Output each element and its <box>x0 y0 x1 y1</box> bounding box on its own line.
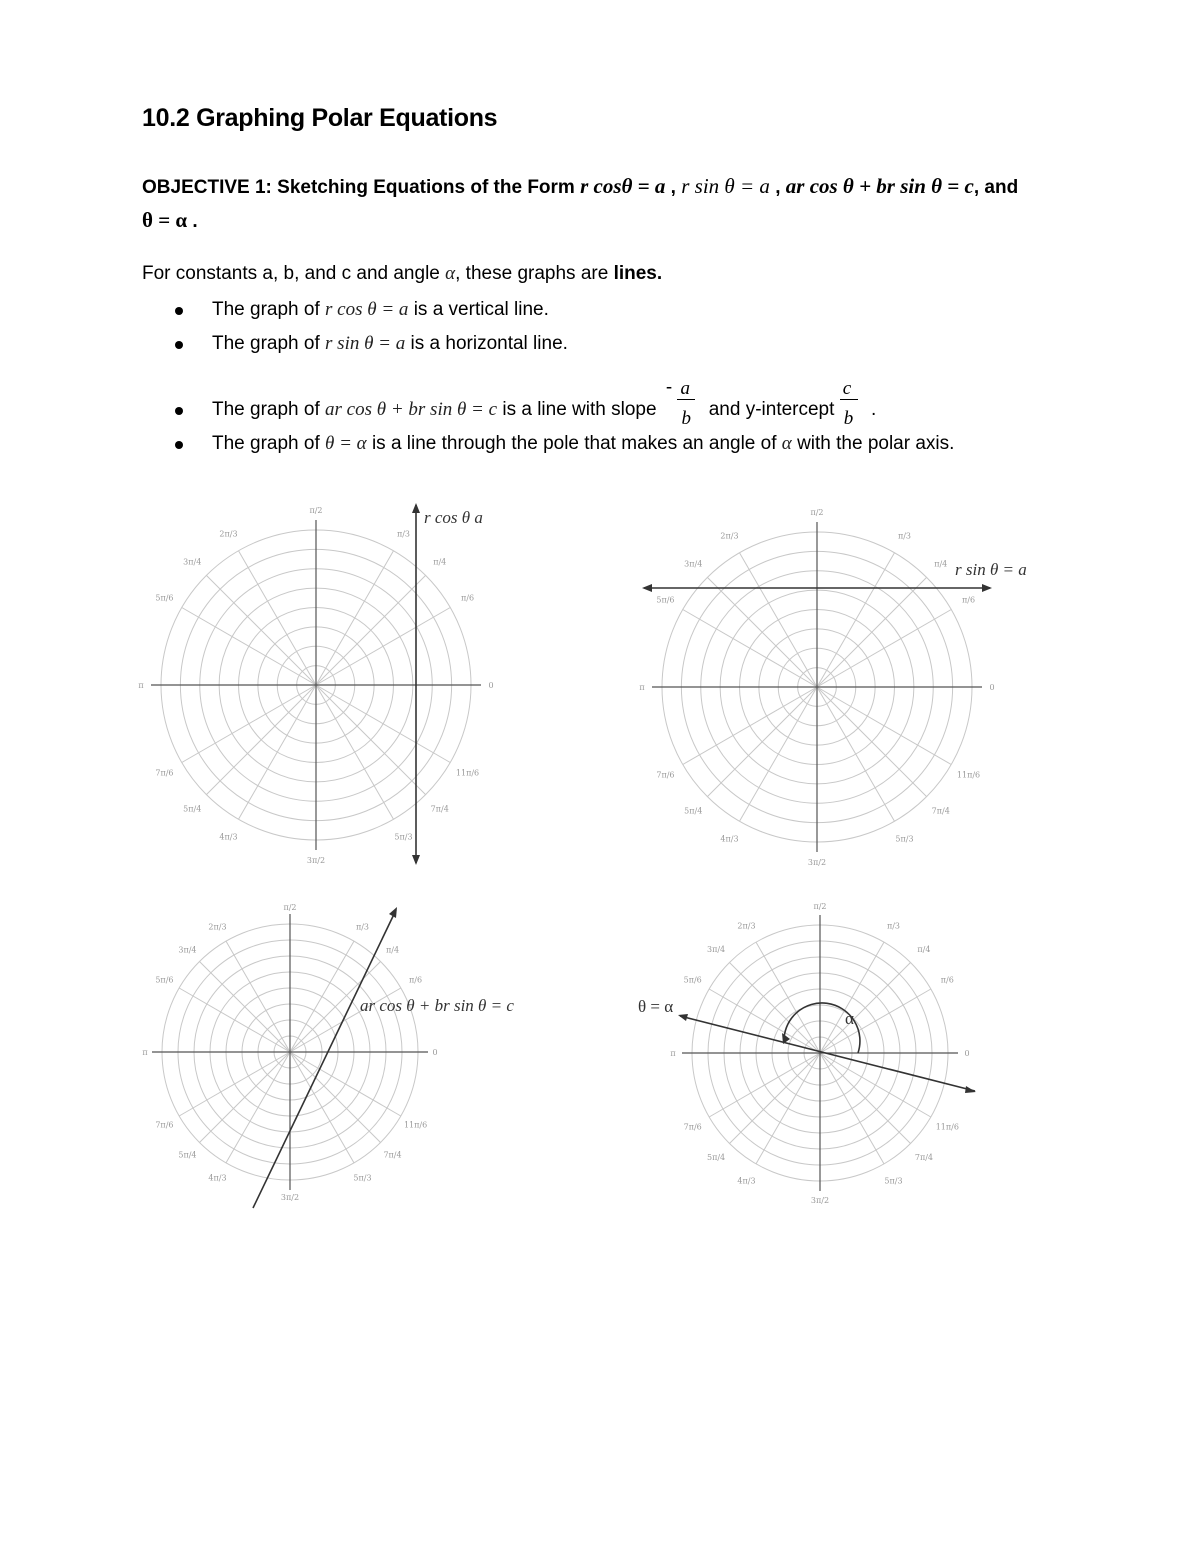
angle-tick-label: π/3 <box>897 531 912 541</box>
angle-tick-label: 5π/4 <box>178 1150 197 1160</box>
angle-tick-label: π/4 <box>934 559 948 569</box>
angle-tick-label: 5π/4 <box>684 806 703 816</box>
grid-ray <box>740 553 818 687</box>
bullet-pre: The graph of <box>212 299 320 320</box>
angle-tick-label: 7π/4 <box>931 806 950 816</box>
intercept-denominator: b <box>843 408 854 429</box>
angle-tick-label: π <box>639 683 645 692</box>
angle-tick-label: 3π/4 <box>706 945 726 955</box>
grid-ray <box>290 1052 401 1116</box>
angle-tick-label: π/4 <box>386 945 400 955</box>
angle-tick-label: 3π/4 <box>183 557 202 567</box>
grid-ray <box>817 610 951 688</box>
angle-tick-label: 3π/4 <box>178 945 197 955</box>
angle-tick-label: 4π/3 <box>208 1173 227 1183</box>
bullet-mid: is a line with slope <box>502 399 657 420</box>
angle-tick-label: 3π/2 <box>810 1196 830 1205</box>
angle-tick-label: 0 <box>989 683 995 692</box>
slope-denominator: b <box>681 408 691 429</box>
angle-tick-label: π/2 <box>309 506 323 515</box>
polar-graph-vertical <box>140 495 500 880</box>
grid-ray <box>182 608 316 686</box>
angle-tick-label: 5π/3 <box>884 1176 903 1186</box>
bullet-post: is a vertical line. <box>413 299 549 320</box>
objective-eq-theta: θ = α <box>142 208 188 232</box>
angle-tick-label: π/2 <box>283 903 297 912</box>
grid-ray <box>316 575 426 685</box>
grid-ray <box>707 577 817 687</box>
angle-tick-label: 11π/6 <box>403 1120 428 1130</box>
bullet-vertical <box>172 296 954 330</box>
grid-ray <box>817 687 927 797</box>
angle-tick-label: π/6 <box>962 595 976 605</box>
grid-ray <box>316 608 450 686</box>
angle-tick-label: 11π/6 <box>935 1122 959 1132</box>
angle-tick-label: 3π/2 <box>306 856 326 865</box>
grid-ray <box>239 685 317 819</box>
bullet-pre: The graph of <box>212 399 320 420</box>
angle-tick-label: 2π/3 <box>720 531 739 541</box>
bullet-post: . <box>870 399 877 420</box>
angle-tick-label: 4π/3 <box>720 834 739 844</box>
angle-tick-label: π/6 <box>461 593 475 603</box>
objective-heading: OBJECTIVE 1: Sketching Equations of the Form r cosθ = a , r sin θ = a , ar cos θ + br sin θ = c, and θ = α . <box>142 174 1019 232</box>
slope-bar <box>677 399 695 400</box>
objective-and: , and <box>973 177 1019 198</box>
angle-tick-label: 7π/6 <box>155 768 174 778</box>
grid-ray <box>820 1053 931 1117</box>
angle-tick-label: 5π/4 <box>183 804 202 814</box>
arrow-left <box>642 584 652 592</box>
arrow-right <box>982 584 992 592</box>
angle-tick-label: π <box>142 1048 148 1057</box>
bullet-eq: ar cos θ + br sin θ = c <box>325 399 498 420</box>
grid-ray <box>683 687 817 765</box>
grid-ray <box>206 575 316 685</box>
bullet-list <box>172 296 954 464</box>
angle-tick-label: 5π/6 <box>155 975 174 985</box>
angle-tick-label: 4π/3 <box>219 832 238 842</box>
grid-ray <box>290 1052 354 1163</box>
objective-eq-general: ar cos θ + br sin θ = c <box>785 174 974 198</box>
polar-graph-theta <box>630 890 1010 1215</box>
grid-ray <box>239 551 317 685</box>
grid-ray <box>199 1052 290 1143</box>
angle-tick-label: 3π/2 <box>807 858 827 867</box>
angle-tick-label: 2π/3 <box>737 921 756 931</box>
arrow-nw <box>678 1014 688 1021</box>
angle-tick-label: 0 <box>432 1048 438 1057</box>
equation-label: r cos θ a <box>424 508 483 527</box>
grid-ray <box>290 941 354 1052</box>
arrow-up <box>412 503 420 513</box>
page-title: 10.2 Graphing Polar Equations <box>142 104 498 132</box>
bullet-horizontal <box>172 330 954 364</box>
grid-ray <box>179 988 290 1052</box>
slope-minus: - <box>665 377 673 398</box>
angle-tick-label: 3π/2 <box>280 1193 300 1202</box>
grid-ray <box>817 687 951 765</box>
angle-tick-label: π/3 <box>396 529 411 539</box>
angle-tick-label: 7π/4 <box>383 1150 402 1160</box>
intro-text: For constants a, b, and c and angle <box>142 263 440 284</box>
angle-tick-label: π/2 <box>810 508 824 517</box>
grid-ray <box>316 685 394 819</box>
polar-grid <box>142 903 437 1202</box>
grid-ray <box>729 1053 820 1144</box>
grid-ray <box>226 941 290 1052</box>
grid-ray <box>206 685 316 795</box>
bullet-eq: θ = α <box>325 433 367 454</box>
grid-ray <box>820 962 911 1053</box>
grid-ray <box>182 685 316 763</box>
grid-ray <box>179 1052 290 1116</box>
angle-tick-label: π <box>138 681 144 690</box>
arrow-se <box>965 1086 976 1093</box>
grid-ray <box>683 610 817 688</box>
angle-tick-label: 2π/3 <box>208 922 227 932</box>
grid-ray <box>707 687 817 797</box>
angle-tick-label: π/4 <box>917 945 931 955</box>
grid-ray <box>817 553 895 687</box>
grid-ray <box>756 942 820 1053</box>
equation-label: ar cos θ + br sin θ = c <box>360 996 514 1015</box>
angle-tick-label: 5π/4 <box>706 1152 726 1162</box>
angle-tick-label: 2π/3 <box>219 529 238 539</box>
grid-ray <box>756 1053 820 1164</box>
grid-ray <box>740 687 818 821</box>
angle-tick-label: 11π/6 <box>455 768 480 778</box>
grid-ray <box>820 1053 911 1144</box>
oblique-line <box>253 910 396 1208</box>
equation-label: r sin θ = a <box>955 560 1027 579</box>
grid-ray <box>316 551 394 685</box>
grid-ray <box>226 1052 290 1163</box>
angle-tick-label: 7π/6 <box>155 1120 174 1130</box>
bullet-mid: is a line through the pole that makes an angle of <box>371 433 777 454</box>
angle-tick-label: π/6 <box>409 975 423 985</box>
grid-ray <box>316 685 426 795</box>
polar-graph-general <box>140 890 560 1215</box>
grid-ray <box>817 687 895 821</box>
grid-ray <box>316 685 450 763</box>
angle-tick-label: π/2 <box>813 902 827 911</box>
polar-grid <box>138 506 493 865</box>
angle-tick-label: 7π/6 <box>683 1122 702 1132</box>
grid-ray <box>817 577 927 687</box>
intro-paragraph <box>142 263 662 285</box>
bullet-eq: r cos θ = a <box>325 299 409 320</box>
intro-rest: , these graphs are <box>455 263 609 284</box>
grid-ray <box>820 989 931 1053</box>
intercept-numerator: c <box>842 378 852 399</box>
polar-graph-horizontal <box>640 495 1040 880</box>
angle-tick-label: 7π/6 <box>656 770 675 780</box>
bullet-alpha: α <box>781 433 792 454</box>
objective-eq-rsin: r sin θ = a <box>681 174 770 198</box>
slope-numerator: a <box>680 378 690 399</box>
angle-tick-label: 7π/4 <box>914 1152 934 1162</box>
bullet-theta <box>172 430 954 464</box>
intercept-bar <box>840 399 858 400</box>
angle-tick-label: 5π/6 <box>155 593 174 603</box>
angle-tick-label: 0 <box>488 681 494 690</box>
bullet-pre: The graph of <box>212 333 320 354</box>
angle-tick-label: 5π/3 <box>394 832 413 842</box>
polar-grid <box>670 902 969 1205</box>
angle-tick-label: 0 <box>964 1049 970 1058</box>
objective-eq-rcos: r cosθ = a <box>580 174 666 198</box>
angle-tick-label: 5π/6 <box>683 975 702 985</box>
angle-tick-label: π/3 <box>355 922 370 932</box>
bullet-mid2: and y-intercept <box>708 399 835 420</box>
angle-tick-label: π/6 <box>940 975 954 985</box>
grid-ray <box>290 1052 381 1143</box>
angle-tick-label: 5π/3 <box>895 834 914 844</box>
angle-tick-label: 5π/3 <box>353 1173 372 1183</box>
intro-alpha: α <box>445 263 456 284</box>
angle-label: α <box>845 1009 854 1028</box>
bullet-post: with the polar axis. <box>797 433 955 454</box>
bullet-eq: r sin θ = a <box>325 333 406 354</box>
objective-prefix: OBJECTIVE 1: Sketching Equations of the Form <box>142 177 575 198</box>
grid-ray <box>709 989 820 1053</box>
angle-tick-label: 11π/6 <box>956 770 981 780</box>
bullet-post: is a horizontal line. <box>410 333 568 354</box>
grid-ray <box>709 1053 820 1117</box>
bullet-pre: The graph of <box>212 433 320 454</box>
grid-ray <box>820 942 884 1053</box>
angle-tick-label: π/3 <box>886 921 901 931</box>
arrow-down <box>412 855 420 865</box>
angle-tick-label: 4π/3 <box>737 1176 756 1186</box>
bullet-general <box>172 377 954 430</box>
grid-ray <box>820 1053 884 1164</box>
angle-tick-label: 5π/6 <box>656 595 675 605</box>
polar-grid <box>639 508 994 867</box>
angle-tick-label: π/4 <box>433 557 447 567</box>
intro-lines: lines. <box>613 263 663 284</box>
angle-tick-label: 7π/4 <box>430 804 449 814</box>
equation-label: θ = α <box>638 997 674 1016</box>
grid-ray <box>199 961 290 1052</box>
angle-tick-label: π <box>670 1049 676 1058</box>
angle-tick-label: 3π/4 <box>684 559 703 569</box>
